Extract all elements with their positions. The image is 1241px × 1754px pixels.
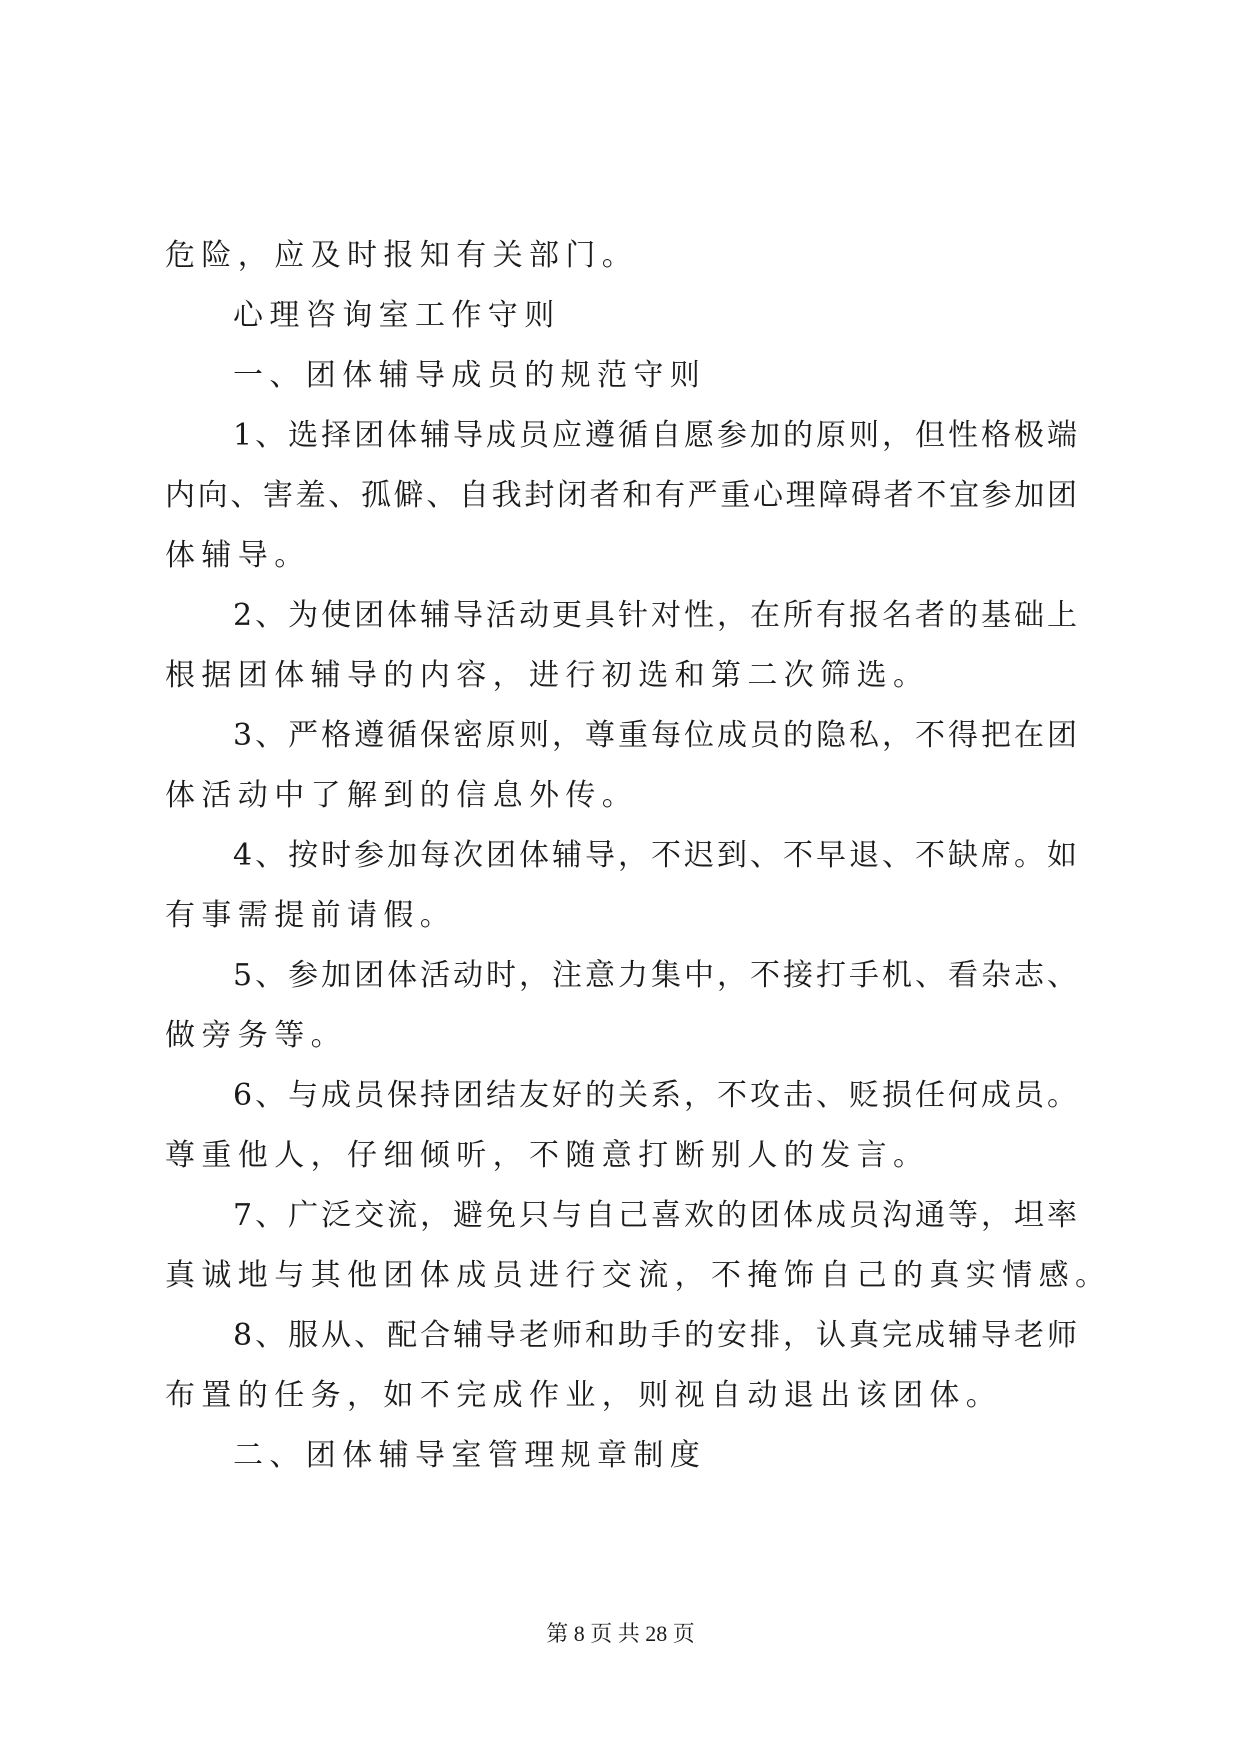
paragraph-line: 真诚地与其他团体成员进行交流，不掩饰自己的真实情感。	[165, 1258, 1112, 1293]
section-title: 心理咨询室工作守则	[233, 298, 561, 333]
section-heading: 一、团体辅导成员的规范守则	[233, 358, 707, 393]
paragraph-line: 3、严格遵循保密原则，尊重每位成员的隐私，不得把在团	[233, 718, 1077, 753]
paragraph-line: 有事需提前请假。	[165, 898, 457, 933]
paragraph-line: 内向、害羞、孤僻、自我封闭者和有严重心理障碍者不宜参加团	[165, 478, 1077, 513]
paragraph-line: 2、为使团体辅导活动更具针对性，在所有报名者的基础上	[233, 598, 1077, 633]
paragraph-line: 4、按时参加每次团体辅导，不迟到、不早退、不缺席。如	[233, 838, 1077, 873]
paragraph-line: 危险，应及时报知有关部门。	[165, 238, 639, 273]
paragraph-line: 体活动中了解到的信息外传。	[165, 778, 639, 813]
document-body	[165, 226, 1112, 1486]
section-heading: 二、团体辅导室管理规章制度	[233, 1438, 707, 1473]
paragraph-line: 1、选择团体辅导成员应遵循自愿参加的原则，但性格极端	[233, 418, 1077, 453]
paragraph-line: 尊重他人，仔细倾听，不随意打断别人的发言。	[165, 1138, 930, 1173]
paragraph-line: 布置的任务，如不完成作业，则视自动退出该团体。	[165, 1378, 1003, 1413]
paragraph-line: 体辅导。	[165, 538, 311, 573]
paragraph-line: 8、服从、配合辅导老师和助手的安排，认真完成辅导老师	[233, 1318, 1077, 1353]
paragraph-line: 7、广泛交流，避免只与自己喜欢的团体成员沟通等，坦率	[233, 1198, 1077, 1233]
paragraph-line: 做旁务等。	[165, 1018, 347, 1053]
paragraph-line: 根据团体辅导的内容，进行初选和第二次筛选。	[165, 658, 930, 693]
paragraph-line: 5、参加团体活动时，注意力集中，不接打手机、看杂志、	[233, 958, 1077, 993]
page-footer: 第 8 页 共 28 页	[546, 1621, 695, 1646]
paragraph-line: 6、与成员保持团结友好的关系，不攻击、贬损任何成员。	[233, 1078, 1077, 1113]
